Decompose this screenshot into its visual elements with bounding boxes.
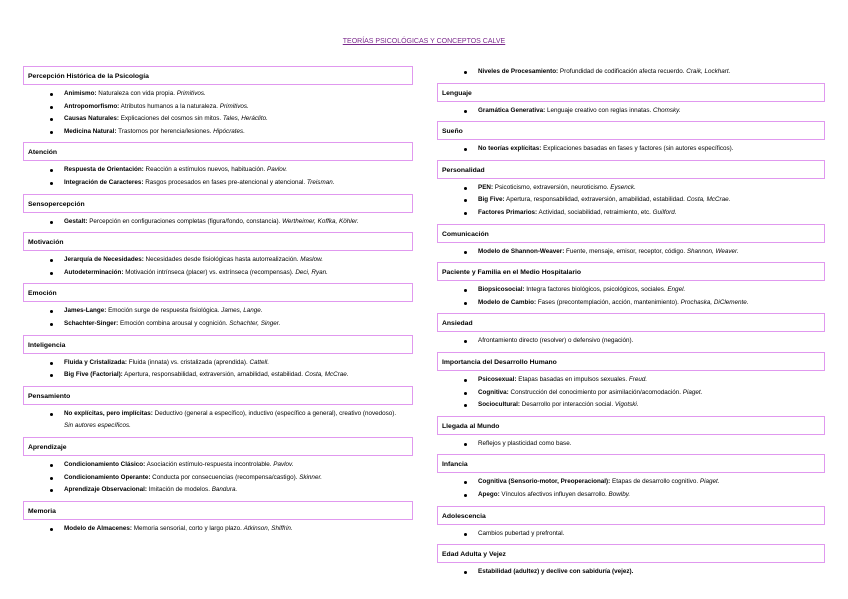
item-author: Wertheimer, Koffka, Köhler. — [282, 217, 359, 225]
item-term: Schachter-Singer: — [64, 319, 119, 327]
section-heading: Sensopercepción — [23, 194, 413, 213]
bullet-list — [23, 520, 413, 540]
list-item — [437, 566, 825, 579]
section-heading: Percepción Histórica de la Psicología — [23, 66, 413, 85]
item-description: Necesidades desde fisiológicas hasta autorrealización. — [143, 256, 301, 264]
bullet-list — [23, 251, 413, 283]
item-author: Tales, Heráclito. — [222, 115, 268, 123]
right-column — [437, 66, 825, 583]
item-term: Autodeterminación: — [64, 268, 124, 276]
item-author: Deci, Ryan. — [295, 268, 328, 276]
item-term: Big Five: — [478, 196, 505, 204]
item-term: Niveles de Procesamiento: — [478, 68, 559, 75]
item-description: Motivación intrínseca (placer) vs. extrínseca (recompensas). — [123, 268, 296, 276]
bullet-list — [23, 456, 413, 501]
section — [437, 544, 825, 583]
item-author: Costa, McCrae. — [304, 371, 349, 379]
section — [437, 160, 825, 224]
list-item — [23, 254, 413, 267]
bullet-list — [437, 563, 825, 583]
item-term: Jerarquía de Necesidades: — [64, 256, 144, 264]
item-description: Psicoticismo, extraversión, neuroticismo. — [493, 183, 611, 191]
section — [23, 232, 413, 283]
list-item — [437, 207, 825, 220]
bullet-list — [23, 354, 413, 386]
item-term: Antropomorfismo: — [64, 102, 120, 110]
item-author: Piaget. — [682, 388, 703, 396]
item-term: Cognitiva (Sensorio-motor, Preoperacional): — [478, 478, 611, 486]
item-term: Medicina Natural: — [64, 127, 117, 135]
item-term: Condicionamiento Operante: — [64, 473, 151, 481]
list-item — [23, 484, 413, 497]
item-term: No teorías explícitas: — [478, 145, 542, 153]
section-heading: Atención — [23, 142, 413, 161]
section — [23, 335, 413, 386]
item-description: Naturaleza con vida propia. — [96, 90, 177, 97]
item-term: Animismo: — [64, 90, 97, 97]
item-author: Freud. — [628, 375, 648, 383]
list-item — [23, 318, 413, 331]
section-heading: Inteligencia — [23, 335, 413, 354]
item-author: Schachter, Singer. — [229, 319, 281, 327]
list-item — [437, 399, 825, 412]
left-column — [23, 66, 413, 539]
item-description: Apertura, responsabilidad, extraversión, amabilidad, estabilidad. — [122, 371, 305, 379]
list-item — [437, 105, 825, 118]
list-item — [437, 143, 825, 156]
item-term: Estabilidad (adultez) y declive con sabiduría (vejez). — [478, 568, 634, 576]
section-heading: Comunicación — [437, 224, 825, 243]
item-description: Explicaciones del cosmos sin mitos. — [118, 115, 223, 123]
section-heading: Importancia del Desarrollo Humano — [437, 352, 825, 371]
item-author: Sin autores específicos. — [64, 422, 131, 430]
list-item — [23, 369, 413, 382]
section — [23, 66, 413, 142]
bullet-list — [437, 473, 825, 505]
item-description: Desarrollo por interacción social. — [519, 401, 615, 409]
list-item — [437, 66, 825, 79]
item-author: Prochaska, DiClemente. — [680, 298, 749, 306]
item-author: Chomsky. — [653, 106, 681, 114]
bullet-list — [23, 213, 413, 233]
section-heading: Adolescencia — [437, 506, 825, 525]
item-description: Reacción a estímulos nuevos, habituación. — [143, 166, 267, 174]
section-heading: Memoria — [23, 501, 413, 520]
list-item — [23, 177, 413, 190]
item-author: Primitivos. — [176, 90, 206, 97]
item-description: Rasgos procesados en fases pre-atencional y atencional. — [143, 178, 307, 186]
list-item — [23, 459, 413, 472]
item-term: Sociocultural: — [478, 401, 520, 409]
item-author: James, Lange. — [221, 307, 263, 315]
section-heading: Motivación — [23, 232, 413, 251]
item-description: Etapas de desarrollo cognitivo. — [610, 478, 700, 486]
item-description: Integra factores biológicos, psicológicos, sociales. — [524, 286, 668, 294]
bullet-list — [437, 140, 825, 160]
section — [23, 283, 413, 334]
list-item — [23, 523, 413, 536]
section — [437, 83, 825, 122]
item-description: Afrontamiento directo (resolver) o defensivo (negación). — [478, 337, 634, 345]
item-description: Reflejos y plasticidad como base. — [478, 439, 572, 447]
item-author: Bandura. — [211, 486, 238, 494]
section — [437, 352, 825, 416]
item-author: Piaget. — [699, 478, 720, 486]
section-heading: Personalidad — [437, 160, 825, 179]
item-description: Actividad, sociabilidad, retraimiento, etc. — [537, 208, 653, 216]
list-item — [23, 164, 413, 177]
list-item — [437, 489, 825, 502]
item-description: Apertura, responsabilidad, extraversión, amabilidad, estabilidad. — [504, 196, 687, 204]
item-term: PEN: — [478, 183, 494, 191]
section — [437, 121, 825, 160]
bullet-list — [437, 332, 825, 352]
item-term: Cognitiva: — [478, 388, 509, 396]
list-item — [23, 113, 413, 126]
section — [23, 142, 413, 193]
item-author: Engel. — [667, 286, 686, 294]
item-description: Construcción del conocimiento por asimilación/acomodación. — [508, 388, 683, 396]
item-description: Asociación estímulo-respuesta incontrolable. — [145, 460, 274, 468]
item-author: Atkinson, Shiffrin. — [243, 524, 293, 532]
bullet-list — [437, 371, 825, 416]
item-author: Shannon, Weaver. — [686, 247, 739, 255]
bullet-list — [437, 179, 825, 224]
bullet-list — [437, 281, 825, 313]
item-term: Biopsicosocial: — [478, 286, 525, 294]
item-term: Condicionamiento Clásico: — [64, 460, 146, 468]
item-description: Profundidad de codificación afecta recuerdo. — [558, 68, 687, 75]
bullet-list — [23, 302, 413, 334]
list-item — [23, 216, 413, 229]
list-item — [23, 88, 413, 101]
item-author: Craik, Lockhart. — [686, 68, 731, 75]
bullet-list — [437, 435, 825, 455]
section-heading: Llegada al Mundo — [437, 416, 825, 435]
item-description: Memoria sensorial, corto y largo plazo. — [132, 524, 244, 532]
item-author: Eysenck. — [610, 183, 636, 191]
section-heading: Sueño — [437, 121, 825, 140]
section — [23, 437, 413, 501]
item-term: Modelo de Almacenes: — [64, 524, 132, 532]
section-heading: Infancia — [437, 454, 825, 473]
item-author: Guilford. — [652, 208, 677, 216]
item-description: Fluida (innata) vs. cristalizada (aprendida). — [126, 358, 250, 366]
item-description: Emoción surge de respuesta fisiológica. — [106, 307, 222, 315]
item-author: Hipócrates. — [213, 127, 245, 135]
section — [437, 454, 825, 505]
list-item — [437, 476, 825, 489]
list-item — [437, 297, 825, 310]
item-author: Maslow. — [300, 256, 324, 264]
section — [437, 416, 825, 455]
item-description: Fuente, mensaje, emisor, receptor, código. — [564, 247, 687, 255]
item-description: Imitación de modelos. — [146, 486, 212, 494]
item-term: Apego: — [478, 490, 500, 498]
bullet-list — [23, 161, 413, 193]
bullet-list — [437, 525, 825, 545]
section — [23, 501, 413, 540]
item-description: Explicaciones basadas en fases y factores (sin autores específicos). — [541, 145, 734, 153]
item-author: Costa, McCrae. — [686, 196, 731, 204]
item-author: Treisman. — [306, 178, 335, 186]
list-item — [437, 438, 825, 451]
item-term: Gramática Generativa: — [478, 106, 546, 114]
bullet-list — [437, 66, 825, 83]
item-description: Deductivo (general a específico), inductivo (específico a general), creativo (novedoso). — [152, 409, 397, 417]
section-heading: Edad Adulta y Vejez — [437, 544, 825, 563]
item-description: Fases (precontemplación, acción, mantenimiento). — [536, 298, 681, 306]
bullet-list — [437, 243, 825, 263]
item-description: Lenguaje creativo con reglas innatas. — [545, 106, 654, 114]
list-item — [437, 335, 825, 348]
section — [437, 262, 825, 313]
item-description: Atributos humanos a la naturaleza. — [119, 102, 220, 110]
bullet-list — [23, 405, 413, 437]
item-term: Fluida y Cristalizada: — [64, 358, 127, 366]
list-item — [23, 305, 413, 318]
item-term: Psicosexual: — [478, 375, 517, 383]
list-item — [437, 194, 825, 207]
item-author: Cattell. — [249, 358, 270, 366]
list-item — [437, 528, 825, 541]
item-author: Bowlby. — [608, 490, 631, 498]
item-term: Respuesta de Orientación: — [64, 166, 144, 174]
list-item — [437, 374, 825, 387]
item-term: Modelo de Cambio: — [478, 298, 537, 306]
item-description: Percepción en configuraciones completas (figura/fondo, constancia). — [87, 217, 283, 225]
list-item — [23, 357, 413, 370]
item-author: Primitivos. — [219, 102, 249, 110]
item-term: Aprendizaje Observacional: — [64, 486, 147, 494]
list-item — [437, 284, 825, 297]
bullet-list — [23, 85, 413, 142]
section — [23, 194, 413, 233]
section-heading: Pensamiento — [23, 386, 413, 405]
section-heading: Paciente y Familia en el Medio Hospitalario — [437, 262, 825, 281]
item-term: Factores Primarios: — [478, 208, 538, 216]
list-item — [23, 101, 413, 114]
item-description: Cambios pubertad y prefrontal. — [478, 529, 565, 537]
item-description: Etapas basadas en impulsos sexuales. — [516, 375, 629, 383]
item-description: Vínculos afectivos influyen desarrollo. — [499, 490, 609, 498]
section-heading: Emoción — [23, 283, 413, 302]
section — [437, 506, 825, 545]
item-term: Causas Naturales: — [64, 115, 119, 123]
item-author: Pavlov. — [273, 460, 294, 468]
item-term: Modelo de Shannon-Weaver: — [478, 247, 565, 255]
item-description: Conducta por consecuencias (recompensa/castigo). — [150, 473, 300, 481]
item-term: Big Five (Factorial): — [64, 371, 123, 379]
item-term: No explícitas, pero implícitas: — [64, 409, 153, 417]
item-term: Gestalt: — [64, 217, 88, 225]
section-heading: Ansiedad — [437, 313, 825, 332]
list-item — [23, 126, 413, 139]
list-item — [437, 182, 825, 195]
item-term: James-Lange: — [64, 307, 107, 315]
document-title: TEORÍAS PSICOLÓGICAS Y CONCEPTOS CALVE — [342, 38, 506, 45]
item-description: Emoción combina arousal y cognición. — [118, 319, 230, 327]
list-item — [23, 267, 413, 280]
section-heading: Lenguaje — [437, 83, 825, 102]
item-term: Integración de Caracteres: — [64, 178, 144, 186]
item-author: Pavlov. — [267, 166, 288, 174]
section-heading: Aprendizaje — [23, 437, 413, 456]
section — [437, 224, 825, 263]
item-author: Vigotski. — [614, 401, 639, 409]
list-item — [437, 387, 825, 400]
section — [437, 313, 825, 352]
bullet-list — [437, 102, 825, 122]
list-item — [23, 408, 413, 433]
item-description: Trastornos por herencia/lesiones. — [116, 127, 214, 135]
list-item — [23, 472, 413, 485]
list-item — [437, 246, 825, 259]
item-author: Skinner. — [299, 473, 323, 481]
section — [23, 386, 413, 437]
